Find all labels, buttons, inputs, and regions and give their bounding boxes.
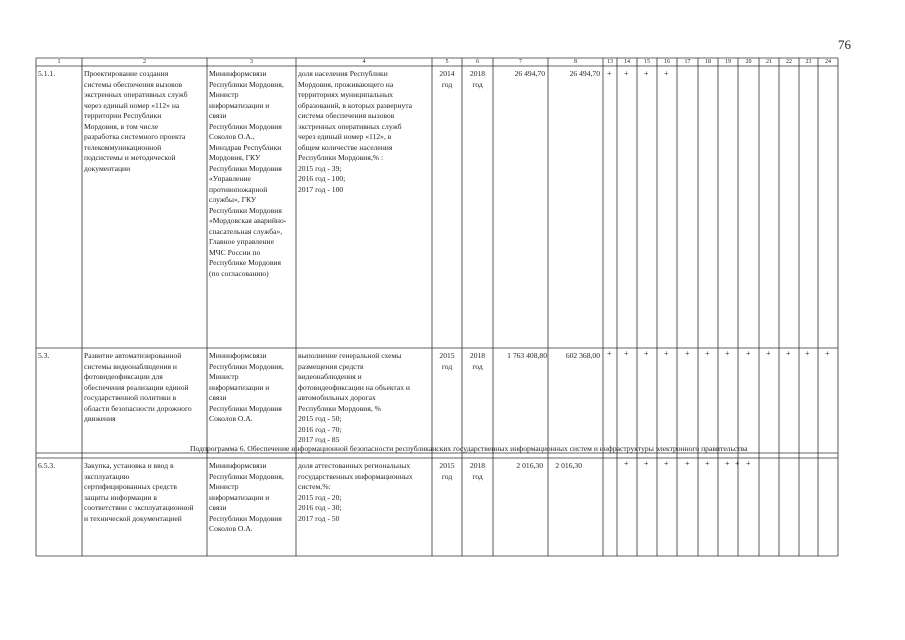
row2-mark: + (725, 349, 730, 358)
row3-number: 6.5.3. (38, 461, 56, 470)
header-col-20: 20 (745, 59, 752, 65)
row2-name: Развитие автоматизированной системы видеонаблюдения и фотовидеофиксации для обеспечения реализации единой государственной политики в области безопасности дорожного движения (84, 351, 192, 423)
row3-start-year: 2015 год (439, 461, 455, 481)
header-col-17: 17 (684, 59, 691, 65)
row1-number: 5.1.1. (38, 69, 56, 78)
row1-mark: + (664, 69, 669, 78)
header-col-4: 4 (362, 59, 366, 65)
header-col-13: 13 (607, 59, 613, 65)
row3-name: Закупка, установка и ввод в эксплуатацию сертифицированных средств защиты информации в соответствии с эксплуатационной и технической документацией (84, 461, 194, 523)
row3-executor: Мининформсвязи Республики Мордовия, Министр информатизации и связи Республики Мордовия Соколов О.А. (209, 461, 284, 533)
header-col-16: 16 (664, 59, 670, 65)
header-col-2: 2 (143, 59, 146, 65)
row1-mark: + (624, 69, 629, 78)
row1-end-year: 2018 год (469, 69, 486, 89)
header-col-14: 14 (624, 59, 630, 65)
row3-end-year: 2018 год (469, 461, 486, 481)
row1-indicator: доля населения Республики Мордовия, проживающего на территориях муниципальных образований, в которых развернута система обеспечения вызовов экстренных оперативных служб через единый номер «112», в общем количестве населения Республики Мордовия,% : 2015 год - 39; 2016 год - 100; 2017 год - 100 (298, 69, 413, 194)
row2-total-amount: 1 763 408,80 (507, 351, 547, 360)
row2-end-year: 2018 год (469, 351, 486, 371)
row3-mark: + (685, 459, 690, 468)
row3-mark: + (664, 459, 669, 468)
header-col-21: 21 (766, 59, 772, 65)
row3-amount: 2 016,30 (555, 461, 582, 470)
row2-mark: + (766, 349, 771, 358)
row3-mark: + (735, 459, 740, 468)
row3-mark: + (644, 459, 649, 468)
row2-mark: + (607, 349, 612, 358)
row2-mark: + (746, 349, 751, 358)
row2-amount: 602 368,00 (565, 351, 600, 360)
subprogram-title: Подпрограмма 6. Обеспечение информационной безопасности республиканских государственных информационных систем и инфраструктуры электронного правительства (190, 444, 748, 453)
header-col-5: 5 (445, 59, 449, 65)
row2-mark: + (825, 349, 830, 358)
row1-start-year: 2014 год (439, 69, 455, 89)
row2-indicator: выполнение генеральной схемы размещения средств видеонаблюдения и фотовидеофиксации на объектах и автомобильных дорогах Республики Мордовия, % 2015 год - 50; 2016 год - 70; 2017 год - 85 (298, 351, 410, 444)
header-col-8: 8 (574, 59, 577, 65)
page-number: 76 (838, 37, 851, 52)
header-col-3: 3 (250, 59, 253, 65)
row2-mark: + (805, 349, 810, 358)
row2-number: 5.3. (38, 351, 50, 360)
row3-mark: + (746, 459, 751, 468)
row3-mark: + (624, 459, 629, 468)
row3-mark: + (705, 459, 710, 468)
row2-executor: Мининформсвязи Республики Мордовия, Министр информатизации и связи Республики Мордовия Соколов О.А. (209, 351, 284, 423)
header-col-7: 7 (519, 59, 522, 65)
row2-mark: + (705, 349, 710, 358)
row1-executor: Мининформсвязи Республики Мордовия, Министр информатизации и связи Республики Мордовия Соколов О.А., Минздрав Республики Мордовия, ГКУ Республики Мордовия «Управление противопожарной службы», ГКУ Республики Мордовия «Мордовская аварийно- спасательная служба», Главное управление МЧС России по Республике Мордовия (по согласованию) (209, 69, 287, 278)
row3-total-amount: 2 016,30 (516, 461, 543, 470)
header-col-15: 15 (644, 59, 650, 65)
header-col-6: 6 (476, 59, 479, 65)
row2-mark: + (664, 349, 669, 358)
header-col-22: 22 (786, 59, 792, 65)
row1-total-amount: 26 494,70 (514, 69, 545, 78)
header-col-19: 19 (725, 59, 731, 65)
row2-start-year: 2015 год (439, 351, 455, 371)
row2-mark: + (786, 349, 791, 358)
row3-indicator: доля аттестованных региональных государственных информационных систем,%: 2015 год - 20; 2016 год - 30; 2017 год - 50 (298, 461, 413, 523)
header-col-23: 23 (805, 59, 812, 65)
row1-mark: + (644, 69, 649, 78)
header-col-18: 18 (705, 59, 711, 65)
row2-mark: + (644, 349, 649, 358)
row3-mark: + (725, 459, 730, 468)
row1-mark: + (607, 69, 612, 78)
header-col-24: 24 (825, 59, 831, 65)
row1-name: Проектирование создания системы обеспечения вызовов экстренных оперативных служб через единый номер «112» на территории Республики Мордовия, в том числе разработка системного проекта телекоммуникационной подсистемы и методической документации (84, 69, 188, 173)
header-col-1: 1 (57, 59, 61, 65)
row2-mark: + (624, 349, 629, 358)
row2-mark: + (685, 349, 690, 358)
row1-amount: 26 494,70 (569, 69, 600, 78)
